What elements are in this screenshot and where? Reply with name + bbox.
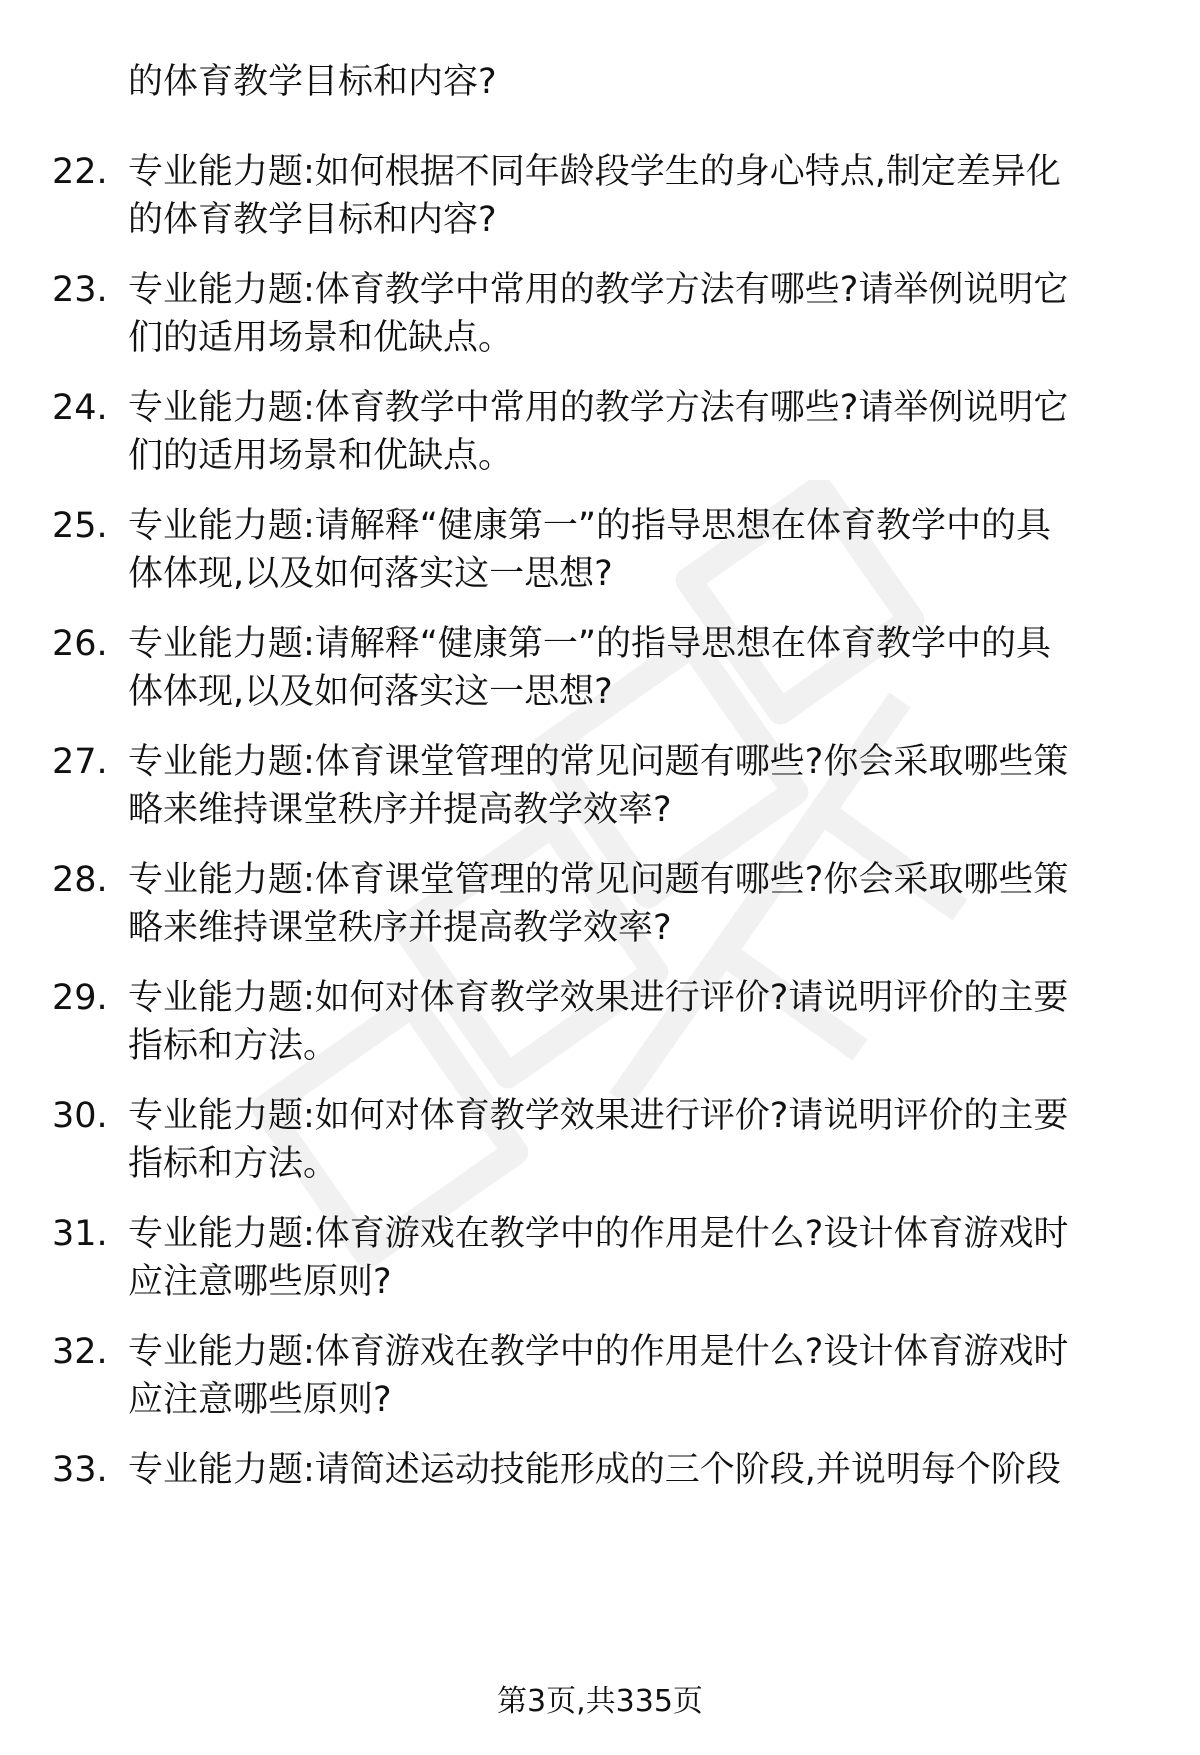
question-number: 27.	[52, 742, 108, 782]
question-text-line2: 体体现,以及如何落实这一思想?	[128, 554, 613, 594]
question-number: 31.	[52, 1214, 108, 1254]
question-number: 24.	[52, 388, 108, 428]
question-text-line2: 略来维持课堂秩序并提高教学效率?	[128, 790, 672, 830]
question-text-line2: 指标和方法。	[128, 1026, 339, 1066]
page-footer: 第3页,共335页	[497, 1684, 703, 1719]
question-text-line1: 专业能力题:体育课堂管理的常见问题有哪些?你会采取哪些策	[128, 742, 1069, 782]
question-text-line1: 专业能力题:体育教学中常用的教学方法有哪些?请举例说明它	[128, 388, 1069, 428]
question-text-line1: 专业能力题:请解释“健康第一”的指导思想在体育教学中的具	[128, 624, 1052, 664]
continuation-line: 的体育教学目标和内容?	[128, 62, 497, 102]
question-text-line1: 专业能力题:请简述运动技能形成的三个阶段,并说明每个阶段	[128, 1450, 1061, 1490]
question-text-line1: 专业能力题:如何对体育教学效果进行评价?请说明评价的主要	[128, 1096, 1069, 1136]
question-text-line2: 略来维持课堂秩序并提高教学效率?	[128, 908, 672, 948]
question-number: 23.	[52, 270, 108, 310]
question-text-line1: 专业能力题:请解释“健康第一”的指导思想在体育教学中的具	[128, 506, 1052, 546]
question-number: 25.	[52, 506, 108, 546]
question-text-line2: 应注意哪些原则?	[128, 1380, 392, 1420]
question-number: 28.	[52, 860, 108, 900]
question-text-line2: 应注意哪些原则?	[128, 1262, 392, 1302]
question-text-line1: 专业能力题:如何根据不同年龄段学生的身心特点,制定差异化	[128, 152, 1061, 192]
question-text-line1: 专业能力题:体育游戏在教学中的作用是什么?设计体育游戏时	[128, 1332, 1069, 1372]
question-text-line1: 专业能力题:如何对体育教学效果进行评价?请说明评价的主要	[128, 978, 1069, 1018]
question-number: 32.	[52, 1332, 108, 1372]
question-text-line1: 专业能力题:体育课堂管理的常见问题有哪些?你会采取哪些策	[128, 860, 1069, 900]
question-text-line1: 专业能力题:体育游戏在教学中的作用是什么?设计体育游戏时	[128, 1214, 1069, 1254]
question-number: 22.	[52, 152, 108, 192]
question-text-line2: 们的适用场景和优缺点。	[128, 436, 514, 476]
question-text-line2: 们的适用场景和优缺点。	[128, 318, 514, 358]
question-text-line2: 指标和方法。	[128, 1144, 339, 1184]
question-number: 30.	[52, 1096, 108, 1136]
question-text-line2: 的体育教学目标和内容?	[128, 200, 497, 240]
question-text-line2: 体体现,以及如何落实这一思想?	[128, 672, 613, 712]
question-number: 29.	[52, 978, 108, 1018]
question-number: 26.	[52, 624, 108, 664]
question-text-line1: 专业能力题:体育教学中常用的教学方法有哪些?请举例说明它	[128, 270, 1069, 310]
question-number: 33.	[52, 1450, 108, 1490]
